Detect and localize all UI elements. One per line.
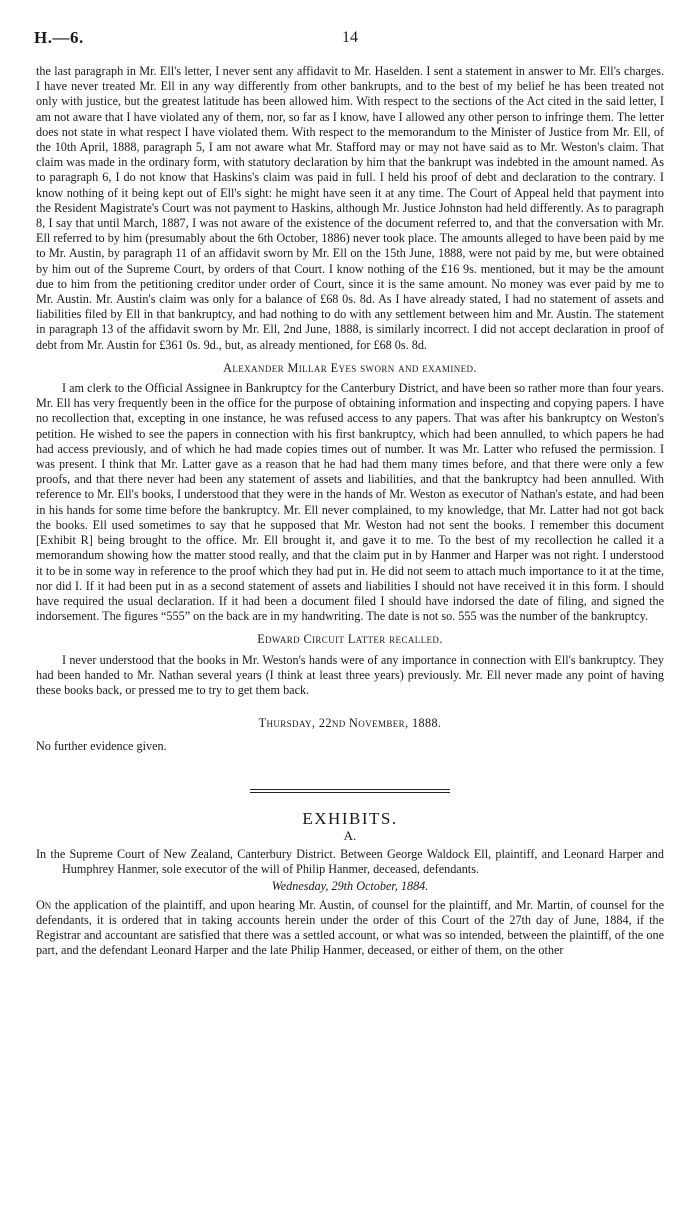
divider-line-bottom: [250, 792, 450, 793]
exhibit-letter: A.: [343, 827, 357, 843]
page-header: [34, 30, 666, 50]
divider-line-top: [250, 789, 450, 790]
exhibits-title: EXHIBITS.: [302, 808, 398, 828]
evidence-paragraph-eyes: I am clerk to the Official Assignee in Bankruptcy for the Canterbury District, and have been so rather more than four years. Mr. Ell has very frequently been in the office for the purpose of obtaining information and inspecting and copying papers. I have no recollection that, excepting in one instance, he was refused access to any papers. That was after his bankruptcy on Weston's petition. He wished to see the papers in connection with his first bankruptcy, which had been annulled, to which papers he had had access previously, and of which he had made copies times out of number. It was Mr. Latter who refused the permission. I was present. I think that Mr. Latter gave as a reason that he had had them many times before, and that there were only a few proofs, and that there never had been any statement of assets and liabilities, and that the bankruptcy had been annulled. With reference to Mr. Ell's books, I understood that they were in the hands of Mr. Weston as executor of Nathan's estate, and had been in his hands for some time before the bankruptcy. Mr. Ell never complained, to my knowledge, that Mr. Latter had not got back the books. Ell used sometimes to say that he supposed that Mr. Weston had not sent the books. I remember this document [Exhibit R] being brought to the office. Mr. Ell brought it, and gave it to me. To the best of my recollection he called it a memorandum showing how the matter stood really, and that the claim put in by Hanmer and Harper was not right. I understood it to be in some way in reference to the proof which they had put in. He did not seem to attach much importance to it at the time, nor did I. If it had been put in as a second statement of assets and liabilities I should not have received it in this form. I should have required the usual declaration. If it had been a document filed I should have indorsed the date of filing, and signed the indorsement. The figures “555” on the back are in my handwriting. The date is not so. 555 was the number of the bankruptcy.: [36, 381, 664, 624]
exhibit-date: Wednesday, 29th October, 1884.: [271, 879, 429, 894]
document-code: H.—6.: [34, 28, 84, 47]
page-number: 14: [342, 29, 358, 46]
evidence-paragraph-latter: I never understood that the books in Mr. Weston's hands were of any importance in connection with Ell's bankruptcy. They had been handed to Mr. Nathan several years (I think at least three years) previously. Mr. Ell never made any point of having these books back, or pressed me to try to get them back.: [36, 652, 664, 697]
witness-heading-eyes: Alexander Millar Eyes sworn and examined.: [223, 360, 477, 375]
document-body: [36, 64, 664, 958]
order-text: the application of the plaintiff, and upon hearing Mr. Austin, of counsel for the plaintiff, and Mr. Martin, of counsel for the defendants, it is ordered that in taking accounts herein under the order of this Court of the 27th day of June, 1884, if the Registrar and accountant are satisfied that there was a settled account, or what was so intended, between the plaintiff, of the one part, and the defendant Leonard Harper and the late Philip Hanmer, deceased, or either of them, on the other: [36, 897, 664, 958]
court-order-paragraph: [36, 898, 664, 959]
court-caption: In the Supreme Court of New Zealand, Canterbury District. Between George Waldock Ell, plaintiff, and Leonard Harper and Humphrey Hanmer, sole executor of the will of Philip Hanmer, deceased, defendants.: [36, 846, 664, 877]
evidence-paragraph-continued: the last paragraph in Mr. Ell's letter, I never sent any affidavit to Mr. Haselden. I sent a statement in answer to Mr. Ell's charges. I have never treated Mr. Ell in any way differently from other bankrupts, and to the best of my belief he has been treated not only with justice, but the greatest latitude has been allowed him. With respect to the sections of the Act cited in the said letter, I am not aware that I have violated any of them, nor, so far as I know, have I allowed any other person to infringe them. The letter does not state in what respect I have violated them. With respect to the memorandum to the Minister of Justice from Mr. Ell, of the 10th April, 1888, paragraph 5, I am not aware what Mr. Stafford may or may not have said as to Mr. Weston's claim. That claim was made in the ordinary form, with statutory declaration by him that the bankrupt was indebted in the amount named. As to paragraph 6, I do not know that Haskins's claim was paid in full. I held his proof of debt and declaration to the contrary. I know nothing of it being kept out of Ell's sight: he might have seen it at any time. The Court of Appeal held that payment into the Resident Magistrate's Court was not payment to Haskins, although Mr. Justice Johnston had held differently. As to paragraph 8, I say that until March, 1887, I was not aware of the existence of the document referred to, and that the conversation with Mr. Ell referred to by him (presumably about the 6th October, 1886) never took place. The amounts alleged to have been paid by me to Mr. Austin, by paragraph 11 of an affidavit sworn by Mr. Ell on the 15th June, 1888, were not paid by me, but were obtained by him out of the Supreme Court, by orders of that Court. I know nothing of the £16 9s. mentioned, but it may be the amount due to him from the petitioning creditor under order of Court, since it is the same amount. No money was ever paid by me to Mr. Austin. Mr. Austin's claim was only for a balance of £68 0s. 8d. As I have already stated, I had no statement of assets and liabilities filed by Ell in that bankruptcy, and had nothing to do with any settlement between him and Mr. Austin. The statement in paragraph 13 of the affidavit sworn by Mr. Ell, 2nd June, 1888, is similarly incorrect. I did not accept declaration in proof of debt from Mr. Austin for £361 0s. 9d., but, as already mentioned, for £68 0s. 8d.: [36, 64, 664, 352]
witness-heading-latter: Edward Circuit Latter recalled.: [257, 632, 443, 647]
order-lead-word: On: [36, 897, 52, 912]
session-date: Thursday, 22nd November, 1888.: [258, 716, 442, 731]
no-further-evidence: No further evidence given.: [36, 739, 167, 754]
section-divider: [36, 789, 664, 795]
